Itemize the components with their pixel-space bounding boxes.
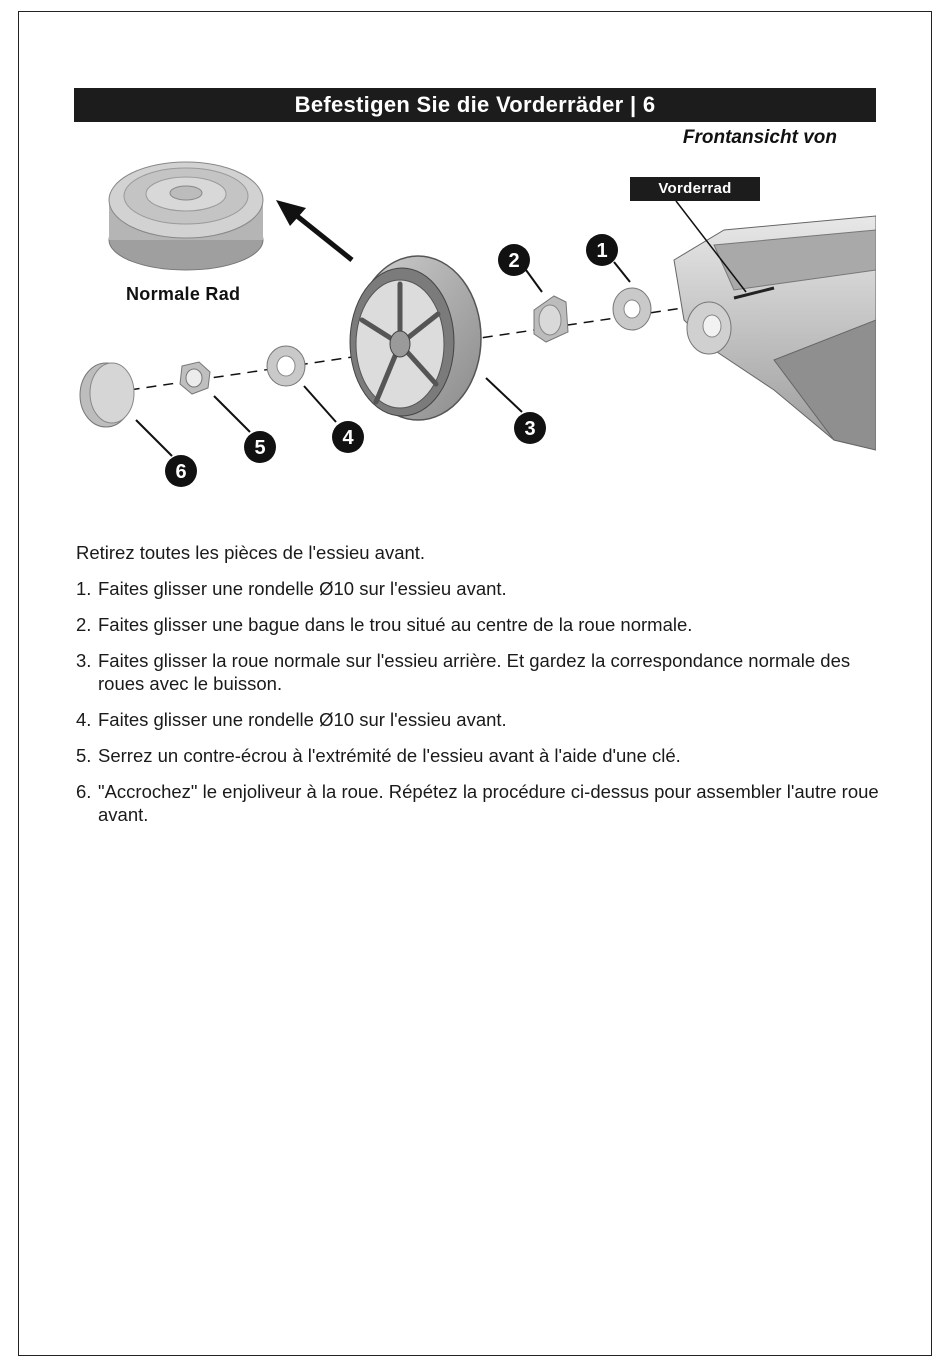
instructions-intro: Retirez toutes les pièces de l'essieu avant. xyxy=(76,542,426,563)
step-text: Serrez un contre-écrou à l'extrémité de l'essieu avant à l'aide d'une clé. xyxy=(98,745,681,766)
callout-4 xyxy=(332,421,364,453)
step-number: 6. xyxy=(76,781,92,802)
step-text: Faites glisser une rondelle Ø10 sur l'essieu avant. xyxy=(98,578,507,599)
view-subtitle: Frontansicht von xyxy=(682,127,837,148)
step-text: Faites glisser la roue normale sur l'essieu arrière. Et gardez la correspondance normale des roues avec le buisson. xyxy=(98,650,851,694)
step-text: Faites glisser une rondelle Ø10 sur l'essieu avant. xyxy=(98,709,507,730)
step-text: Faites glisser une bague dans le trou situé au centre de la roue normale. xyxy=(98,614,693,635)
step-number: 3. xyxy=(76,650,92,671)
svg-text:1: 1 xyxy=(596,240,608,262)
callout-6 xyxy=(165,455,197,487)
svg-text:3: 3 xyxy=(524,418,536,440)
arrow-icon xyxy=(276,200,352,260)
normal-wheel-label: Normale Rad xyxy=(126,284,241,304)
step-item xyxy=(76,744,886,767)
callout-5 xyxy=(244,431,276,463)
step-number: 1. xyxy=(76,578,92,599)
svg-text:6: 6 xyxy=(175,461,187,483)
callout-3 xyxy=(514,412,546,444)
callout-2 xyxy=(498,244,530,276)
svg-text:2: 2 xyxy=(508,250,520,272)
vehicle-front-illustration xyxy=(674,216,876,450)
washer-4-part xyxy=(267,346,305,386)
washer-1-part xyxy=(613,288,651,330)
page-title: Befestigen Sie die Vorderräder | 6 xyxy=(74,88,876,122)
hub-cap-part xyxy=(80,363,134,427)
assembly-diagram xyxy=(74,150,876,500)
svg-text:5: 5 xyxy=(254,437,266,459)
step-item xyxy=(76,780,886,826)
bushing-part xyxy=(534,296,568,342)
step-item xyxy=(76,577,886,600)
steps-list xyxy=(76,577,886,826)
front-wheel-label: Vorderrad xyxy=(630,177,760,201)
step-number: 2. xyxy=(76,614,92,635)
step-item xyxy=(76,708,886,731)
step-text: "Accrochez" le enjoliveur à la roue. Répétez la procédure ci-dessus pour assembler l'autre roue avant. xyxy=(98,781,879,825)
step-number: 4. xyxy=(76,709,92,730)
step-number: 5. xyxy=(76,745,92,766)
callout-1 xyxy=(586,234,618,266)
instructions xyxy=(76,541,886,839)
lock-nut-part xyxy=(180,362,210,394)
step-item xyxy=(76,613,886,636)
step-item xyxy=(76,649,886,695)
normal-wheel-illustration xyxy=(109,162,263,270)
front-wheel-part xyxy=(350,256,481,420)
svg-text:4: 4 xyxy=(342,427,354,449)
